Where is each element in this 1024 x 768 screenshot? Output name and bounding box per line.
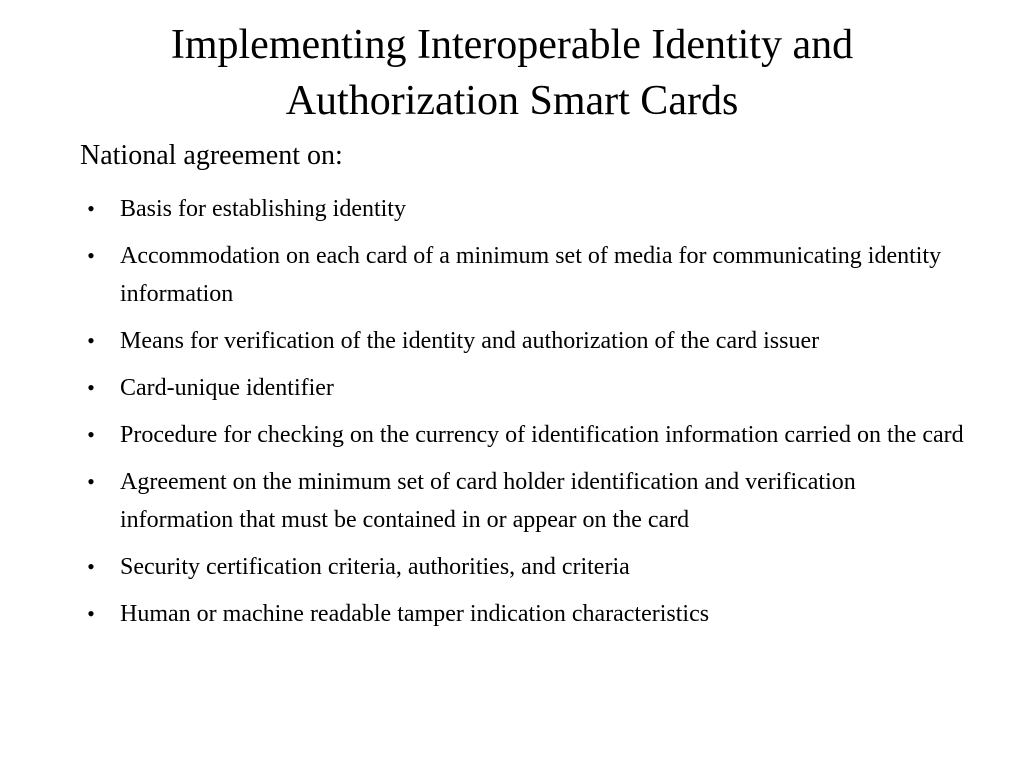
title-line-1: Implementing Interoperable Identity and bbox=[170, 22, 854, 68]
title-line-2: Authorization Smart Cards bbox=[285, 78, 739, 124]
bullet-icon: • bbox=[87, 328, 95, 353]
bullet-item bbox=[84, 416, 964, 454]
bullet-item bbox=[84, 369, 964, 407]
bullet-icon: • bbox=[87, 601, 95, 626]
bullet-list bbox=[84, 190, 964, 642]
bullet-text: Means for verification of the identity and authorization of the card issuer bbox=[120, 328, 820, 354]
bullet-text: Procedure for checking on the currency of identification information carried on the card bbox=[120, 422, 964, 448]
bullet-icon: • bbox=[87, 196, 95, 221]
bullet-text: Agreement on the minimum set of card holder identification and verification information that must be contained in or appear on the card bbox=[120, 469, 856, 533]
bullet-text: Security certification criteria, authorities, and criteria bbox=[120, 554, 630, 580]
bullet-item bbox=[84, 595, 964, 633]
bullet-text: Basis for establishing identity bbox=[120, 196, 406, 222]
bullet-icon: • bbox=[87, 422, 95, 447]
slide-title bbox=[0, 17, 1024, 129]
bullet-icon: • bbox=[87, 375, 95, 400]
bullet-text: Accommodation on each card of a minimum set of media for communicating identity information bbox=[120, 243, 942, 307]
bullet-item bbox=[84, 322, 964, 360]
bullet-icon: • bbox=[87, 554, 95, 579]
bullet-text: Human or machine readable tamper indication characteristics bbox=[120, 601, 710, 627]
bullet-item bbox=[84, 237, 964, 313]
bullet-item bbox=[84, 548, 964, 586]
bullet-item bbox=[84, 190, 964, 228]
bullet-icon: • bbox=[87, 469, 95, 494]
bullet-item bbox=[84, 463, 964, 539]
bullet-text: Card-unique identifier bbox=[120, 375, 334, 401]
intro-text: National agreement on: bbox=[80, 140, 343, 171]
bullet-icon: • bbox=[87, 243, 95, 268]
